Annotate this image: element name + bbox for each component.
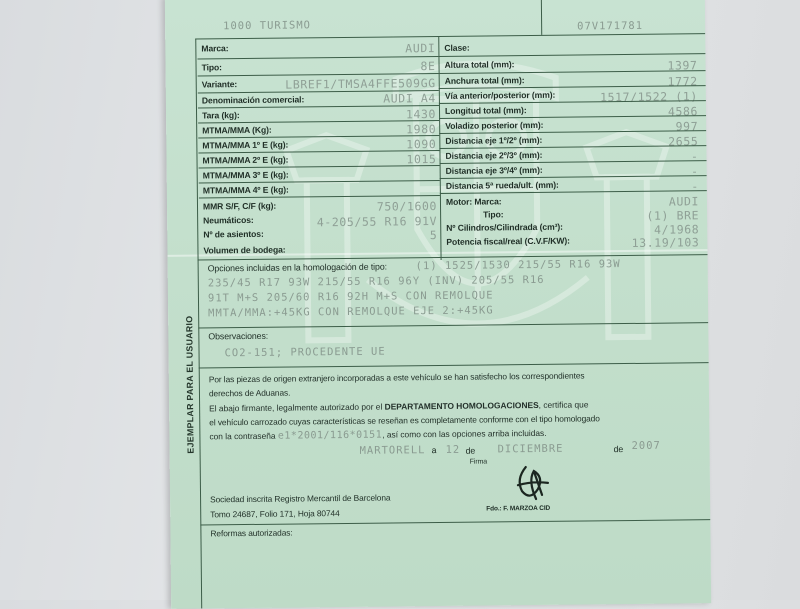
field-value	[605, 39, 697, 40]
field-label: Distancia eje 2º/3º (mm):	[445, 149, 543, 161]
opciones-line: (1) 1525/1530 215/55 R16 93W	[415, 258, 621, 273]
field-value: 13.19/103	[631, 235, 700, 250]
field-label: MMR S/F, C/F (kg):	[202, 200, 277, 212]
observaciones-label: Observaciones:	[208, 330, 269, 342]
field-label: Tara (kg):	[202, 110, 240, 121]
registry-line-2: Tomo 24687, Folio 171, Hoja 80744	[210, 508, 340, 520]
field-value: 8E	[420, 59, 436, 74]
field-label: Altura total (mm):	[444, 59, 515, 70]
date-sep: de	[613, 444, 624, 455]
field-value: 1090	[406, 137, 437, 152]
field-label: Neumáticos:	[203, 214, 254, 226]
field-value: -	[691, 164, 699, 179]
contrasena-line: con la contraseña e1*2001/116*0151, así como con las opciones arriba incluidas.	[209, 427, 547, 442]
conformity-statement: el vehículo carrozado cuyas características se reseñan es completamente conforme con el tipo homologado	[209, 413, 600, 428]
field-label: MTMA/MMA 4º E (kg):	[202, 184, 289, 196]
field-label: Distancia 5ª rueda/ult. (mm):	[445, 179, 559, 191]
field-label: Distancia eje 1º/2º (mm):	[445, 134, 543, 146]
field-label: MTMA/MMA 3º E (kg):	[202, 169, 289, 181]
field-value: 1980	[406, 122, 437, 137]
place: MARTORELL	[359, 444, 426, 457]
field-label: Distancia eje 3º/4º (mm):	[445, 164, 543, 176]
field-value: AUDI	[668, 194, 700, 209]
date-sep: a	[431, 445, 437, 456]
signature-mark	[508, 461, 558, 506]
field-label: MTMA/MMA 2º E (kg):	[202, 154, 289, 166]
department-name: DEPARTAMENTO HOMOLOGACIONES	[384, 399, 539, 412]
certificate-number-label	[565, 0, 621, 2]
field-value: AUDI	[405, 41, 436, 56]
date-sep: de	[465, 445, 476, 456]
field-label: Vía anterior/posterior (mm):	[444, 89, 556, 101]
registry-line-1: Sociedad inscrita Registro Mercantil de Barcelona	[210, 492, 391, 505]
firma-label: Firma	[469, 458, 488, 466]
field-value: AUDI A4	[383, 91, 436, 106]
certificate-document	[165, 0, 711, 609]
date-month: DICIEMBRE	[497, 442, 564, 456]
field-label: Volumen de bodega:	[203, 244, 286, 256]
field-value: 1772	[667, 74, 698, 89]
field-value: 5	[429, 228, 438, 243]
field-label: Anchura total (mm):	[444, 75, 525, 86]
field-label: Denominación comercial:	[201, 94, 305, 106]
field-value: 1430	[405, 107, 437, 122]
field-label: Potencia fiscal/real (C.V.F/KW):	[446, 235, 570, 247]
field-value: 1015	[406, 152, 437, 167]
field-label: MTMA/MMA 1º E (kg):	[202, 139, 289, 151]
field-value	[347, 243, 437, 244]
field-value: 2655	[668, 134, 699, 149]
observaciones-text: CO2-151; PROCEDENTE UE	[224, 345, 386, 360]
customs-statement-cont: derechos de Aduanas.	[208, 387, 291, 399]
signer-name: Fdo.: F. MARZOA CID	[486, 504, 551, 513]
opciones-label: Opciones incluidas en la homologación de tipo:	[207, 261, 387, 274]
opciones-line: MMTA/MMA:+45KG CON REMOLQUE EJE 2:+45KG	[208, 304, 494, 320]
field-value	[347, 182, 437, 183]
field-label: Clase:	[444, 42, 470, 53]
customs-statement: Por las piezas de origen extranjero incorporadas a este vehículo se han satisfecho los correspondientes	[208, 370, 585, 385]
field-value: -	[690, 149, 699, 164]
field-value: 4586	[667, 104, 699, 119]
field-value: 750/1600	[376, 199, 438, 214]
opciones-line: 235/45 R17 93W 215/55 R16 96Y (INV) 205/55 R16	[207, 273, 545, 290]
date-day: 12	[445, 443, 461, 456]
field-value: 1517/1522 (1)	[600, 89, 698, 105]
field-label: Nº Cilindros/Cilindrada (cm³):	[446, 221, 563, 233]
field-value: 997	[675, 119, 699, 134]
field-label: Tipo:	[201, 62, 222, 73]
field-label: Variante:	[201, 79, 238, 90]
field-label: Tipo:	[483, 209, 504, 220]
field-value: (1) BRE	[646, 208, 700, 223]
opciones-line: 91T M+S 205/60 R16 92H M+S CON REMOLQUE	[207, 289, 494, 305]
field-value	[347, 167, 437, 168]
field-value: 1397	[667, 58, 698, 73]
field-label: MTMA/MMA (Kg):	[202, 124, 272, 136]
field-value: 4/1968	[654, 222, 700, 237]
field-label: Marca:	[201, 43, 229, 54]
field-value: 4-205/55 R16 91V	[316, 214, 438, 230]
field-value: -	[691, 179, 699, 194]
homologation-number: e1*2001/116*0151	[277, 429, 383, 442]
field-label: Nº de asientos:	[203, 228, 264, 240]
vehicle-category: 1000 TURISMO	[223, 19, 312, 33]
date-year: 2007	[631, 439, 661, 452]
field-label: Voladizo posterior (mm):	[445, 119, 544, 131]
certificate-number-value: 07V171781	[577, 19, 644, 33]
reformas-label: Reformas autorizadas:	[210, 527, 293, 539]
signer-statement: El abajo firmante, legalmente autorizado por el DEPARTAMENTO HOMOLOGACIONES, certifica que	[209, 399, 589, 414]
field-label: Motor: Marca:	[445, 196, 502, 207]
field-value: LBREF1/TMSA4FFE509GG	[285, 76, 436, 92]
field-label: Longitud total (mm):	[444, 105, 527, 116]
copy-designation: EJEMPLAR PARA EL USUARIO	[184, 315, 196, 454]
